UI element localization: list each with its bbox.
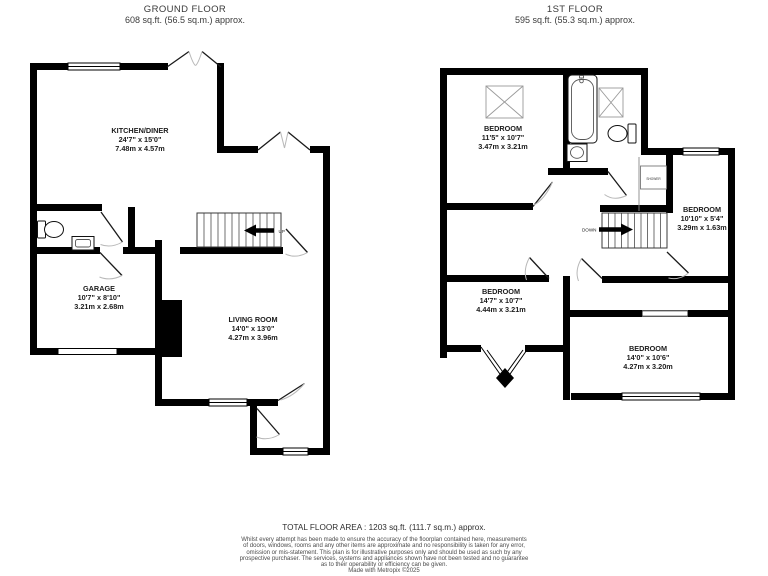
svg-text:LIVING ROOM: LIVING ROOM <box>228 315 278 324</box>
room-label-living-room <box>228 315 278 342</box>
french-doors-icon <box>167 52 221 68</box>
ground-floor-title: GROUND FLOOR <box>143 4 227 15</box>
svg-text:24'7" x 15'0": 24'7" x 15'0" <box>118 135 162 144</box>
door-swing-icon <box>100 253 123 279</box>
disclaimer <box>0 537 768 575</box>
svg-text:BEDROOM: BEDROOM <box>481 287 521 296</box>
stairs-down-label: DOWN <box>581 227 597 233</box>
disclaimer-line: of doors, windows, rooms and any other items are approximate and no responsibility is taken for any error, <box>243 543 525 550</box>
svg-text:7.48m x 4.57m: 7.48m x 4.57m <box>115 144 165 153</box>
svg-text:11'5" x 10'7": 11'5" x 10'7" <box>481 133 525 142</box>
svg-text:10'7" x 8'10": 10'7" x 8'10" <box>77 293 121 302</box>
door-swing-icon <box>257 409 280 439</box>
window-icon <box>209 399 247 406</box>
sink-icon <box>72 237 94 251</box>
window-icon <box>622 393 700 400</box>
skylight-icon <box>486 86 523 118</box>
door-swing-icon <box>278 384 305 401</box>
svg-text:3.29m x 1.63m: 3.29m x 1.63m <box>677 223 727 232</box>
room-label-bedroom-1 <box>478 124 528 151</box>
room-label-garage <box>74 284 124 311</box>
first-floor-area: 595 sq.ft. (55.3 sq.m.) approx. <box>514 15 636 25</box>
disclaimer-line: prospective purchaser. The services, systems and appliances shown have not been tested and no guarantee <box>239 555 529 562</box>
svg-text:4.27m x 3.20m: 4.27m x 3.20m <box>623 362 673 371</box>
svg-text:14'0" x 13'0": 14'0" x 13'0" <box>231 324 275 333</box>
toilet-icon <box>608 124 636 143</box>
french-doors-icon <box>258 132 310 150</box>
svg-text:BEDROOM: BEDROOM <box>483 124 523 133</box>
disclaimer-line: omission or mis-statement. This plan is for illustrative purposes only and should be used as such by any <box>246 549 522 556</box>
stairs-up-label: UP <box>278 229 285 234</box>
window-icon <box>68 63 120 70</box>
sliding-door-icon <box>642 311 688 316</box>
sink-icon <box>567 144 587 162</box>
room-label-bedroom-3 <box>476 287 526 314</box>
svg-text:4.27m x 3.96m: 4.27m x 3.96m <box>228 333 278 342</box>
svg-text:KITCHEN/DINER: KITCHEN/DINER <box>111 126 169 135</box>
window-icon <box>683 148 719 155</box>
svg-text:10'10" x 5'4": 10'10" x 5'4" <box>680 214 724 223</box>
door-swing-icon <box>667 252 689 279</box>
first-floor-title: 1ST FLOOR <box>546 4 604 15</box>
door-swing-icon <box>577 259 602 282</box>
ground-floor-header <box>25 4 345 26</box>
ground-floor-area: 608 sq.ft. (56.5 sq.m.) approx. <box>124 15 246 25</box>
room-label-bedroom-4 <box>623 344 673 371</box>
svg-text:14'7" x 10'7": 14'7" x 10'7" <box>479 296 523 305</box>
svg-text:BEDROOM: BEDROOM <box>682 205 722 214</box>
svg-text:4.44m x 3.21m: 4.44m x 3.21m <box>476 305 526 314</box>
credit-line: Made with Metropix ©2025 <box>348 568 420 575</box>
svg-text:GARAGE: GARAGE <box>82 284 116 293</box>
disclaimer-line: as to their operability or efficiency can be given. <box>320 562 448 569</box>
disclaimer-line: Whilst every attempt has been made to ensure the accuracy of the floorplan contained here, measurements <box>241 537 527 543</box>
svg-text:3.47m x 3.21m: 3.47m x 3.21m <box>478 142 528 151</box>
chimney-breast <box>158 300 182 357</box>
shower-cubicle <box>639 157 667 211</box>
svg-text:14'0" x 10'6": 14'0" x 10'6" <box>626 353 670 362</box>
room-label-bedroom-2 <box>677 205 727 232</box>
staircase-up <box>197 213 285 247</box>
bathtub-icon <box>568 75 597 143</box>
bay-window-icon <box>481 347 529 388</box>
svg-text:3.21m x 2.68m: 3.21m x 2.68m <box>74 302 124 311</box>
first-floor-header <box>425 4 725 26</box>
total-floor-area: TOTAL FLOOR AREA : 1203 sq.ft. (111.7 sq.m.) approx. <box>282 523 486 532</box>
door-swing-icon <box>286 229 308 256</box>
first-floor-plan <box>435 60 735 405</box>
toilet-icon <box>38 221 64 238</box>
room-label-kitchen-diner <box>111 126 169 153</box>
window-icon <box>283 448 308 455</box>
door-swing-icon <box>101 212 123 246</box>
ground-floor-plan <box>25 45 345 465</box>
skylight-icon <box>599 88 623 117</box>
svg-text:BEDROOM: BEDROOM <box>628 344 668 353</box>
garage-door-icon <box>58 349 117 355</box>
shower-label: SHOWER <box>646 177 661 181</box>
staircase-down <box>582 213 667 248</box>
door-swing-icon <box>533 182 553 207</box>
door-swing-icon <box>605 172 627 199</box>
